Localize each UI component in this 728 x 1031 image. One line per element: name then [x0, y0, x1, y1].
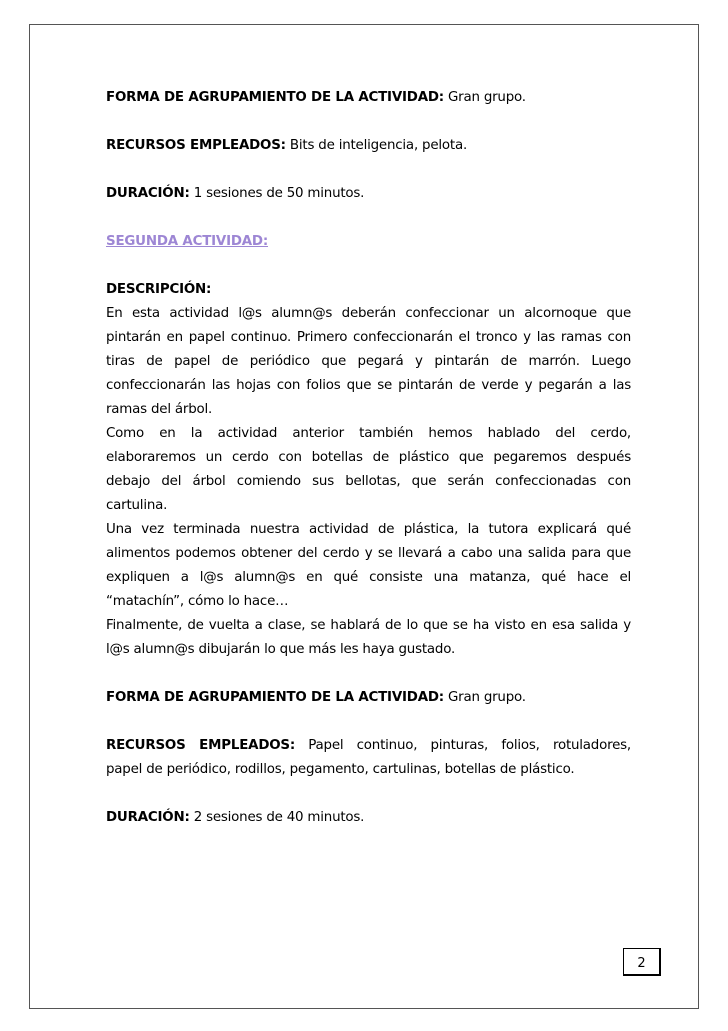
descripcion-line: expliquen a l@s alumn@s en qué consiste una matanza, qué hace el [106, 570, 631, 585]
duracion-label: DURACIÓN: [106, 810, 190, 825]
recursos-label: RECURSOS EMPLEADOS: [106, 138, 286, 153]
recursos-value: Bits de inteligencia, pelota. [289, 138, 468, 153]
descripcion-line: debajo del árbol comiendo sus bellotas, que serán confeccionadas con [106, 474, 631, 489]
recursos-line-2b: papel de periódico, rodillos, pegamento, cartulinas, botellas de plástico. [106, 762, 575, 777]
agrupamiento-value: Gran grupo. [448, 90, 526, 105]
descripcion-line: Como en la actividad anterior también hemos hablado del cerdo, [106, 426, 631, 441]
recursos-line-1 [106, 134, 631, 158]
descripcion-line: elaboraremos un cerdo con botellas de plástico que pegaremos después [106, 450, 631, 465]
descripcion-line: cartulina. [106, 498, 168, 513]
recursos-line-2 [106, 734, 631, 758]
descripcion-label: DESCRIPCIÓN: [106, 282, 212, 297]
descripcion-line: tiras de papel de periódico que pegará y pintarán de marrón. Luego [106, 354, 631, 369]
recursos-value: Papel continuo, pinturas, folios, rotuladores, [308, 738, 631, 753]
recursos-label: RECURSOS EMPLEADOS: [106, 738, 296, 753]
agrupamiento-label: FORMA DE AGRUPAMIENTO DE LA ACTIVIDAD: [106, 90, 444, 105]
descripcion-line: “matachín”, cómo lo hace… [106, 594, 289, 609]
descripcion-line: l@s alumn@s dibujarán lo que más les haya gustado. [106, 642, 456, 657]
duracion-value: 2 sesiones de 40 minutos. [193, 810, 365, 825]
agrupamiento-line-2 [106, 686, 631, 710]
descripcion-line: confeccionarán las hojas con folios que se pintarán de verde y pegarán a las [106, 378, 631, 393]
agrupamiento-line-1 [106, 86, 631, 110]
duracion-label: DURACIÓN: [106, 186, 190, 201]
section-heading: SEGUNDA ACTIVIDAD: [106, 234, 269, 249]
agrupamiento-value: Gran grupo. [448, 690, 526, 705]
agrupamiento-label: FORMA DE AGRUPAMIENTO DE LA ACTIVIDAD: [106, 690, 444, 705]
duracion-line-1 [106, 182, 631, 206]
descripcion-line: ramas del árbol. [106, 402, 213, 417]
document-body [106, 86, 631, 830]
descripcion-line: pintarán en papel continuo. Primero confeccionarán el tronco y las ramas con [106, 330, 631, 345]
duracion-value: 1 sesiones de 50 minutos. [193, 186, 365, 201]
descripcion-line: Una vez terminada nuestra actividad de plástica, la tutora explicará qué [106, 522, 631, 537]
descripcion-line: Finalmente, de vuelta a clase, se hablará de lo que se ha visto en esa salida y [106, 618, 631, 633]
descripcion-line: En esta actividad l@s alumn@s deberán confeccionar un alcornoque que [106, 306, 631, 321]
duracion-line-2 [106, 806, 631, 830]
page-number: 2 [623, 948, 661, 976]
descripcion-line: alimentos podemos obtener del cerdo y se llevará a cabo una salida para que [106, 546, 631, 561]
